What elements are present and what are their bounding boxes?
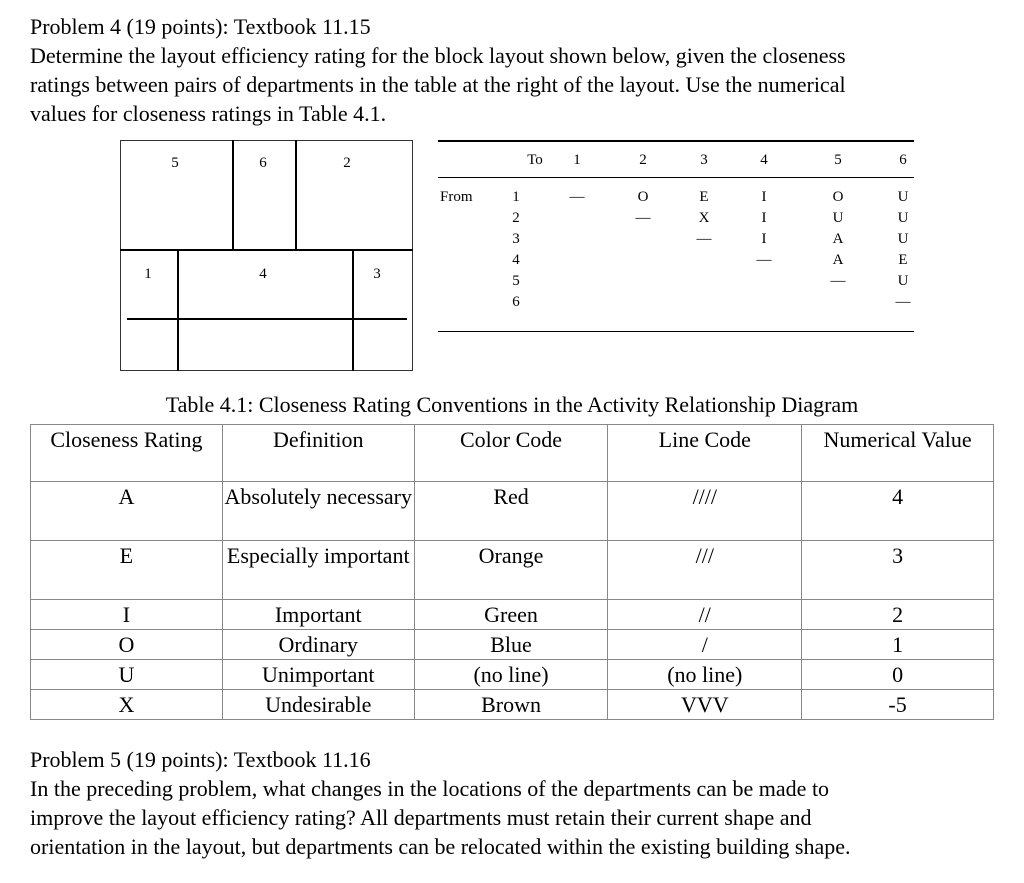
problem4-line: ratings between pairs of departments in the table at the right of the layout. Use the numerical (30, 72, 846, 97)
header-cell: Line Code (608, 425, 802, 482)
line-cell: //// (608, 482, 802, 541)
header-cell: Definition (222, 425, 414, 482)
line-cell: // (608, 600, 802, 630)
divider (232, 140, 234, 250)
problem4-heading: Problem 4 (19 points): Textbook 11.15 (30, 14, 371, 39)
table-header-row (31, 425, 994, 482)
definition-cell: Important (222, 600, 414, 630)
rel-cell: U (897, 189, 909, 205)
table-row (31, 541, 994, 600)
rating-cell: I (31, 600, 223, 630)
header-cell: Color Code (414, 425, 608, 482)
row-label: 6 (512, 294, 520, 310)
rating-cell: U (31, 660, 223, 690)
color-cell: Blue (414, 630, 608, 660)
definition-cell: Absolutely necessary (222, 482, 414, 541)
rel-cell: X (698, 210, 710, 226)
col-header: 2 (639, 152, 647, 168)
problem4-line: values for closeness ratings in Table 4.1. (30, 101, 387, 126)
definition-cell: Especially important (222, 541, 414, 600)
line-cell: / (608, 630, 802, 660)
row-label: 1 (512, 189, 520, 205)
rel-cell: A (832, 231, 844, 247)
rel-cell: — (756, 252, 772, 268)
rel-cell: — (696, 231, 712, 247)
rel-cell: U (897, 231, 909, 247)
problem4-line: Determine the layout efficiency rating for the block layout shown below, given the closeness (30, 43, 846, 68)
dept-label: 3 (373, 266, 381, 282)
rule-header (438, 177, 914, 178)
rel-cell: — (895, 294, 911, 310)
rel-cell: I (761, 210, 767, 226)
color-cell: Red (414, 482, 608, 541)
rel-cell: E (898, 252, 908, 268)
problem5-heading: Problem 5 (19 points): Textbook 11.16 (30, 747, 371, 772)
value-cell: 0 (802, 660, 994, 690)
rating-cell: A (31, 482, 223, 541)
divider (295, 140, 297, 250)
dept-label: 1 (144, 266, 152, 282)
dept-label: 5 (171, 155, 179, 171)
rel-cell: — (635, 210, 651, 226)
col-header: 1 (573, 152, 581, 168)
value-cell: 3 (802, 541, 994, 600)
dept-label: 6 (259, 155, 267, 171)
problem5-line: improve the layout efficiency rating? All departments must retain their current shape and (30, 805, 812, 830)
rating-cell: O (31, 630, 223, 660)
dept-label: 2 (343, 155, 351, 171)
color-cell: Green (414, 600, 608, 630)
rel-cell: — (830, 273, 846, 289)
rel-cell: — (569, 189, 585, 205)
row-label: 4 (512, 252, 520, 268)
value-cell: -5 (802, 690, 994, 720)
header-cell: Closeness Rating (31, 425, 223, 482)
header-cell: Numerical Value (802, 425, 994, 482)
rel-cell: U (897, 210, 909, 226)
color-cell: Orange (414, 541, 608, 600)
value-cell: 1 (802, 630, 994, 660)
value-cell: 4 (802, 482, 994, 541)
rel-cell: E (699, 189, 709, 205)
rel-cell: I (761, 189, 767, 205)
rel-cell: O (637, 189, 649, 205)
building-outline (120, 140, 413, 371)
rating-cell: X (31, 690, 223, 720)
dept-label: 4 (259, 266, 267, 282)
rel-cell: U (832, 210, 844, 226)
color-cell: (no line) (414, 660, 608, 690)
to-label: To (527, 152, 543, 168)
rule-bottom (438, 331, 914, 332)
divider (120, 249, 413, 251)
color-cell: Brown (414, 690, 608, 720)
col-header: 6 (899, 152, 907, 168)
value-cell: 2 (802, 600, 994, 630)
rel-cell: O (832, 189, 844, 205)
table-row (31, 660, 994, 690)
table-row (31, 482, 994, 541)
table-row (31, 630, 994, 660)
closeness-table (30, 424, 994, 720)
table-row (31, 600, 994, 630)
definition-cell: Unimportant (222, 660, 414, 690)
problem5-line: In the preceding problem, what changes in the locations of the departments can be made to (30, 776, 830, 801)
line-cell: (no line) (608, 660, 802, 690)
rel-cell: I (761, 231, 767, 247)
row-label: 5 (512, 273, 520, 289)
from-label: From (440, 189, 473, 205)
table41-caption: Table 4.1: Closeness Rating Conventions in the Activity Relationship Diagram (165, 392, 859, 417)
definition-cell: Undesirable (222, 690, 414, 720)
col-header: 5 (834, 152, 842, 168)
rating-cell: E (31, 541, 223, 600)
rel-cell: A (832, 252, 844, 268)
rel-cell: U (897, 273, 909, 289)
col-header: 4 (760, 152, 768, 168)
divider (177, 249, 179, 371)
table-row (31, 690, 994, 720)
row-label: 3 (512, 231, 520, 247)
divider (127, 318, 407, 320)
rule-top (438, 140, 914, 142)
row-label: 2 (512, 210, 520, 226)
definition-cell: Ordinary (222, 630, 414, 660)
line-cell: VVV (608, 690, 802, 720)
col-header: 3 (700, 152, 708, 168)
problem5-line: orientation in the layout, but departments can be relocated within the existing building shape. (30, 834, 851, 859)
line-cell: /// (608, 541, 802, 600)
divider (352, 249, 354, 371)
